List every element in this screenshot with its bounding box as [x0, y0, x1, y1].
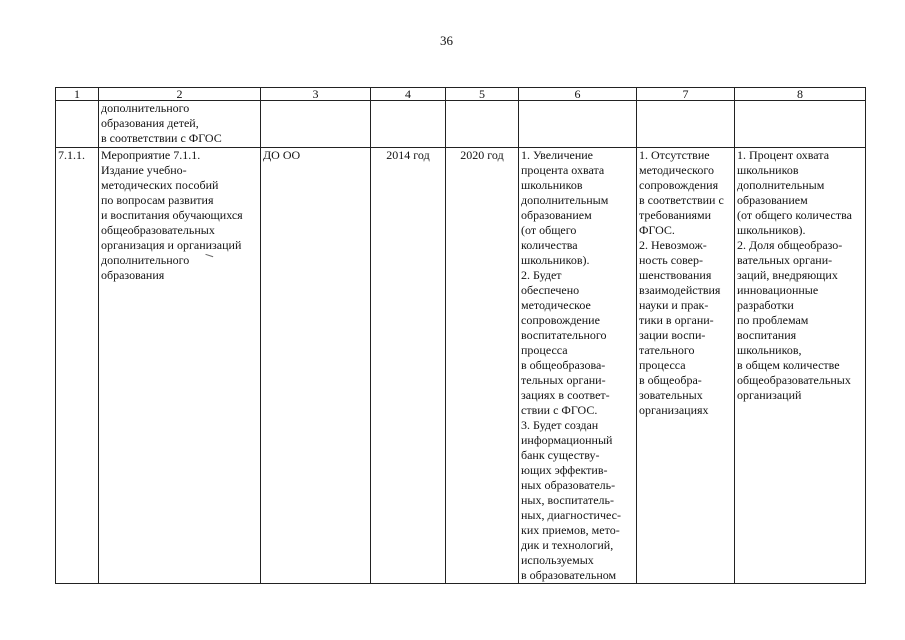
column-number: 6 — [519, 88, 637, 101]
column-number: 1 — [56, 88, 99, 101]
cell-result: 1. Увеличение процента охвата школьников дополнительным образованием (от общего количества школьников). 2. Будет обеспечено методическое сопровождение воспитательного процесса в общеобразова- тельных органи- зациях в соответ- ствии с ФГОС. 3. Будет создан информационный банк существу- ющих эффектив- ных образователь- ных, воспитатель- ных, диагностичес- ких приемов, мето- дик и технологий, используемых в образовательном — [519, 148, 637, 584]
cell-end — [446, 101, 519, 148]
cell-executor: ДО ОО — [261, 148, 371, 584]
cell-start — [371, 101, 446, 148]
column-number: 8 — [735, 88, 866, 101]
continuation-row — [56, 101, 866, 148]
cell-consequences — [637, 101, 735, 148]
activity-row — [56, 148, 866, 584]
cell-start: 2014 год — [371, 148, 446, 584]
cell-end: 2020 год — [446, 148, 519, 584]
plan-table — [55, 87, 866, 584]
cell-number: 7.1.1. — [56, 148, 99, 584]
column-number: 7 — [637, 88, 735, 101]
cell-activity: Мероприятие 7.1.1. Издание учебно- методических пособий по вопросам развития и воспитания обучающихся общеобразовательных организация и организаций дополнительного образования — [99, 148, 261, 584]
cell-indicators — [735, 101, 866, 148]
cell-number — [56, 101, 99, 148]
column-number: 2 — [99, 88, 261, 101]
cell-executor — [261, 101, 371, 148]
column-number: 4 — [371, 88, 446, 101]
cell-result — [519, 101, 637, 148]
column-number-row — [56, 88, 866, 101]
page-number: 36 — [440, 33, 453, 48]
column-number: 3 — [261, 88, 371, 101]
cell-indicators: 1. Процент охвата школьников дополнительным образованием (от общего количества школьников). 2. Доля общеобразо- вательных органи- заций, внедряющих инновационные разработки по проблемам воспитания школьников, в общем количестве общеобразовательных организаций — [735, 148, 866, 584]
column-number: 5 — [446, 88, 519, 101]
cell-consequences: 1. Отсутствие методического сопровождения в соответствии с требованиями ФГОС. 2. Невозмож- ность совер- шенствования взаимодействия науки и прак- тики в органи- зации воспи- тательного процесса в общеобра- зовательных организациях — [637, 148, 735, 584]
cell-activity: дополнительного образования детей, в соответствии с ФГОС — [99, 101, 261, 148]
